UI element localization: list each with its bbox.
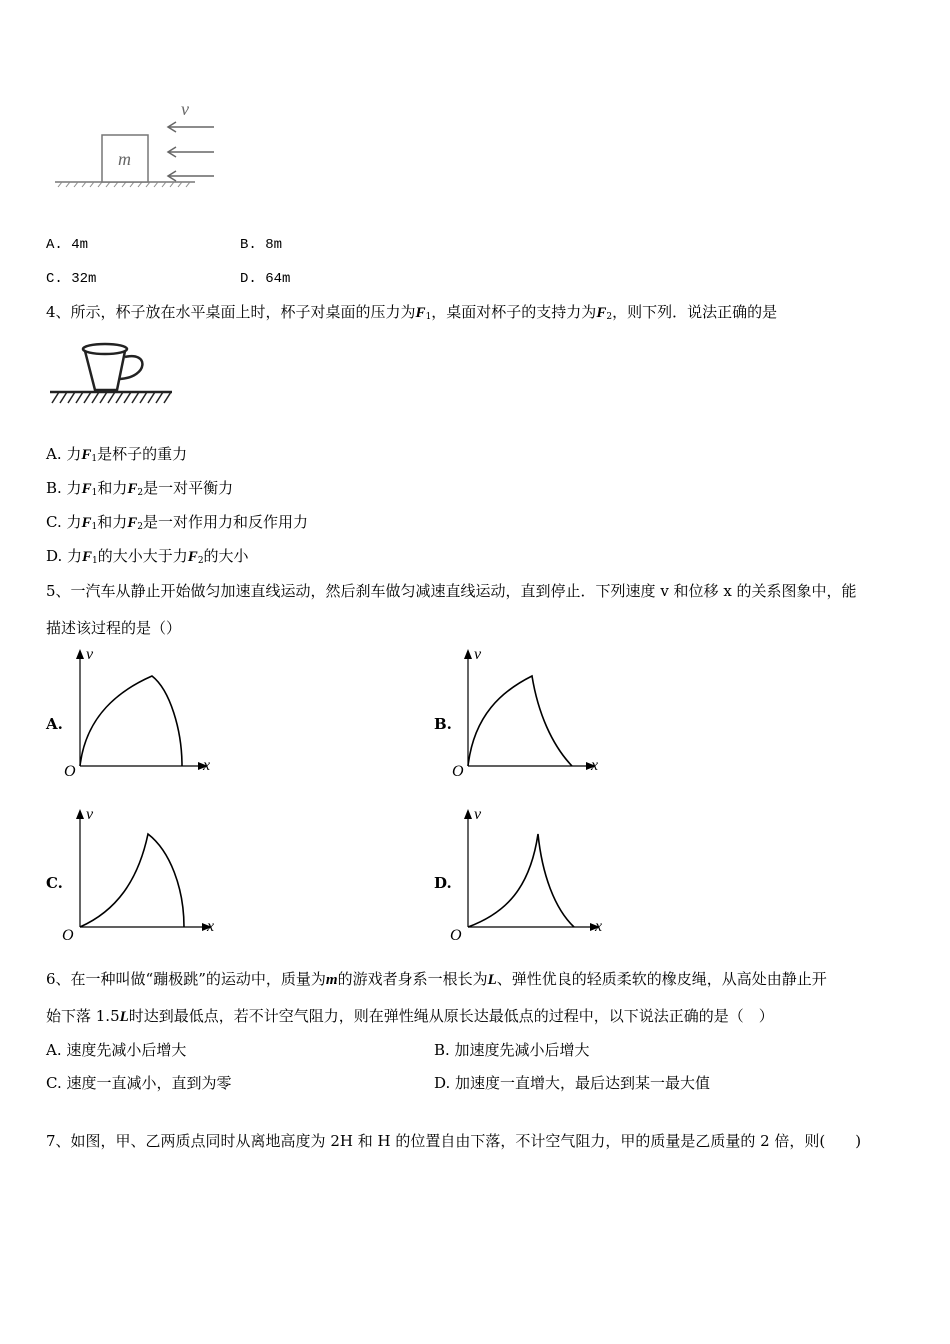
curve-c xyxy=(80,834,184,927)
axis-v: v xyxy=(86,646,94,663)
table-hatching xyxy=(52,392,171,403)
q6-option-d: D. 加速度一直增大，最后达到某一最大值 xyxy=(434,1074,711,1092)
q3-option-c: C. 32m xyxy=(46,271,97,287)
q3-option-a: A. 4m xyxy=(46,237,89,253)
cup-on-table-figure xyxy=(45,335,180,410)
q5-graph-a-label: A. xyxy=(46,715,63,733)
origin-label: O xyxy=(62,927,74,943)
q3-option-b: B. 8m xyxy=(240,237,283,253)
q5-graph-b-label: B. xyxy=(434,715,452,733)
axis-x: x xyxy=(207,918,215,935)
q5-graph-a xyxy=(58,645,218,780)
q5-graph-c-label: C. xyxy=(46,874,63,892)
origin-label: O xyxy=(450,927,462,943)
q6-stem-line1: 6、在一种叫做“蹦极跳”的运动中，质量为m的游戏者身系一根长为L、弹性优良的轻质柔软的橡皮绳，从高处由静止开 xyxy=(46,970,827,988)
origin-label: O xyxy=(452,763,464,780)
q4-stem: 4、所示，杯子放在水平桌面上时，杯子对桌面的压力为$F_1$，桌面对杯子的支持力为$F_2$，则下列．说法正确的是 xyxy=(46,303,778,322)
q6-option-b: B. 加速度先减小后增大 xyxy=(434,1041,590,1059)
q5-graph-d xyxy=(446,803,611,943)
q6-option-a: A. 速度先减小后增大 xyxy=(46,1041,187,1059)
velocity-arrows xyxy=(168,122,214,181)
cup-rim xyxy=(83,344,127,354)
axis-x: x xyxy=(203,757,211,774)
q5-stem-line1: 5、一汽车从静止开始做匀加速直线运动，然后刹车做匀减速直线运动，直到停止．下列速度 v 和位移 x 的关系图象中，能 xyxy=(46,582,857,600)
cup-body xyxy=(85,351,125,390)
q6-option-c: C. 速度一直减小，直到为零 xyxy=(46,1074,232,1092)
q4-option-b: B. 力$F_1$和力$F_2$是一对平衡力 xyxy=(46,479,234,498)
curve-b xyxy=(468,676,572,766)
q5-graph-d-label: D. xyxy=(434,874,452,892)
q3-option-d: D. 64m xyxy=(240,271,291,287)
block-velocity-figure xyxy=(50,95,225,200)
q4-option-d: D. 力$F_1$的大小大于力$F_2$的大小 xyxy=(46,547,249,566)
q5-graph-b xyxy=(446,645,606,780)
axis-v: v xyxy=(474,646,482,663)
origin-label: O xyxy=(64,763,76,780)
curve-d xyxy=(468,834,574,927)
mass-label: m xyxy=(118,149,131,169)
axis-x: x xyxy=(591,757,599,774)
q6-stem-line2: 始下落 1.5L时达到最低点，若不计空气阻力，则在弹性绳从原长达最低点的过程中，以下说法正确的是（ ） xyxy=(46,1007,774,1025)
velocity-label: v xyxy=(181,99,189,119)
q4-option-a: A. 力$F_1$是杯子的重力 xyxy=(46,445,188,464)
curve-a xyxy=(80,676,182,766)
axis-v: v xyxy=(86,806,94,823)
axis-x: x xyxy=(595,918,603,935)
q5-graph-c xyxy=(58,803,223,943)
q5-stem-line2: 描述该过程的是（） xyxy=(46,619,182,637)
q7-stem: 7、如图，甲、乙两质点同时从离地高度为 2H 和 H 的位置自由下落，不计空气阻力，甲的质量是乙质量的 2 倍，则( ) xyxy=(46,1132,862,1150)
q4-option-c: C. 力$F_1$和力$F_2$是一对作用力和反作用力 xyxy=(46,513,309,532)
axis-v: v xyxy=(474,806,482,823)
